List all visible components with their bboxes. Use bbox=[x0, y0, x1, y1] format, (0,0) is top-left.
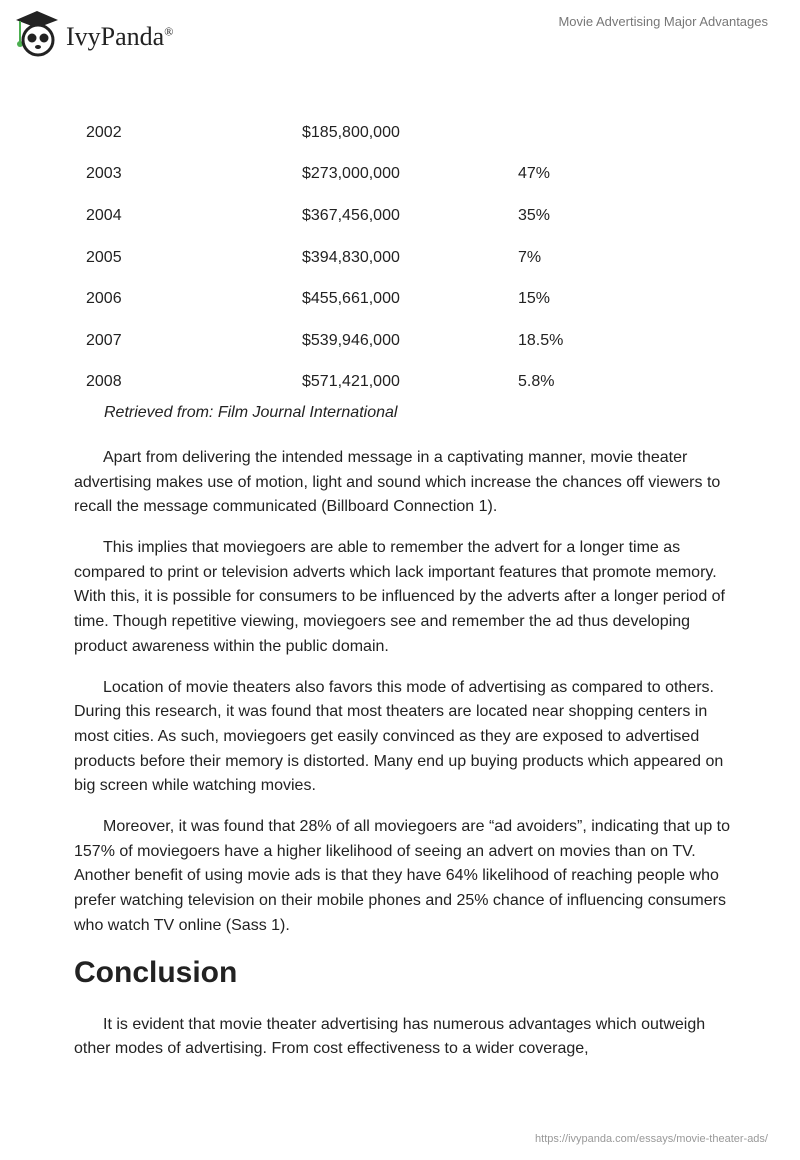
growth-cell: 7% bbox=[518, 248, 542, 266]
amount-cell: $455,661,000 bbox=[302, 290, 400, 308]
year-cell: 2004 bbox=[86, 206, 122, 224]
amount-cell: $394,830,000 bbox=[302, 248, 400, 266]
table-row bbox=[74, 154, 680, 196]
table-row bbox=[74, 362, 680, 404]
paragraph: Location of movie theaters also favors this mode of advertising as compared to others. During this research, it was found that most theaters are located near shopping centers in most cities. As such, moviegoers get easily convinced as they are exposed to advertised products before their memory is distorted. Many end up buying products which appeared on big screen while watching movies. bbox=[74, 678, 724, 795]
paragraph: This implies that moviegoers are able to remember the advert for a longer time as compared to print or television adverts which lack important features that promote memory. With this, it is possible for consumers to be influenced by the adverts after a longer period of time. Though repetitive viewing, moviegoers see and remember the ad thus developing product awareness within the public domain. bbox=[74, 539, 725, 655]
year-cell: 2007 bbox=[86, 331, 122, 349]
source-url[interactable]: https://ivypanda.com/essays/movie-theater-ads/ bbox=[535, 1133, 768, 1145]
table-row bbox=[74, 237, 680, 279]
revenue-table bbox=[74, 112, 680, 403]
table-row bbox=[74, 320, 680, 362]
amount-cell: $571,421,000 bbox=[302, 373, 400, 391]
growth-cell: 15% bbox=[518, 290, 551, 308]
year-cell: 2003 bbox=[86, 165, 122, 183]
amount-cell: $539,946,000 bbox=[302, 331, 400, 349]
paragraph: It is evident that movie theater advertising has numerous advantages which outweigh other modes of advertising. From cost effectiveness to a wider coverage, bbox=[74, 1015, 706, 1058]
amount-cell: $185,800,000 bbox=[302, 123, 400, 141]
growth-cell: 18.5% bbox=[518, 331, 564, 349]
document-title: Movie Advertising Major Advantages bbox=[558, 14, 768, 29]
growth-cell bbox=[506, 112, 680, 154]
paragraph: Apart from delivering the intended message in a captivating manner, movie theater advertising makes use of motion, light and sound which increase the chances off viewers to recall the message communicated (Billboard Connection 1). bbox=[74, 449, 721, 516]
growth-cell: 35% bbox=[518, 206, 551, 224]
table-row bbox=[74, 195, 680, 237]
year-cell: 2002 bbox=[86, 123, 122, 141]
essay-content bbox=[74, 446, 734, 1078]
panda-graduate-icon bbox=[12, 8, 62, 58]
year-cell: 2008 bbox=[86, 373, 122, 391]
year-cell: 2006 bbox=[86, 290, 122, 308]
table-row bbox=[74, 112, 680, 154]
paragraph: Moreover, it was found that 28% of all moviegoers are “ad avoiders”, indicating that up to 157% of moviegoers have a higher likelihood of seeing an advert on movies than on TV. Another benefit of using movie ads is that they have 64% likelihood of reaching people who prefer watching television on their mobile phones and 25% chance of influencing consumers who watch TV online (Sass 1). bbox=[74, 818, 731, 934]
conclusion-heading: Conclusion bbox=[74, 955, 238, 989]
growth-cell: 47% bbox=[518, 165, 551, 183]
year-cell: 2005 bbox=[86, 248, 122, 266]
logo-text: IvyPanda® bbox=[66, 22, 174, 51]
amount-cell: $273,000,000 bbox=[302, 165, 400, 183]
logo[interactable] bbox=[12, 8, 173, 58]
amount-cell: $367,456,000 bbox=[302, 206, 400, 224]
table-source: Retrieved from: Film Journal International bbox=[104, 404, 398, 421]
table-row bbox=[74, 278, 680, 320]
growth-cell: 5.8% bbox=[518, 373, 555, 391]
